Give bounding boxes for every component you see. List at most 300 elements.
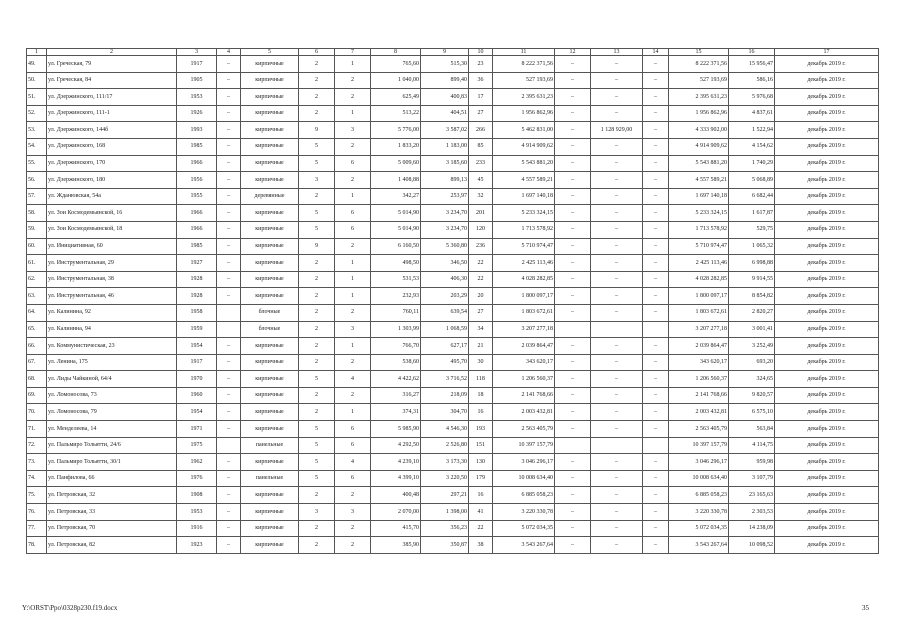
cell-address: ул. Калинина, 92	[47, 304, 177, 321]
cell-deadline: декабрь 2019 г.	[775, 404, 879, 421]
cell-floors: 5	[299, 221, 335, 238]
cell-cost-per-unit: 1 617,87	[729, 205, 775, 222]
table-row	[27, 304, 879, 321]
cell-row-number: 55.	[27, 155, 47, 172]
cell-build-year: 1917	[177, 56, 217, 73]
cell-entrances: 1	[335, 255, 371, 272]
cell-address: ул. Пальмиро Тольятти, 24/6	[47, 437, 177, 454]
cell-wall-material: блочные	[241, 321, 299, 338]
cell-cost-per-unit: 5 068,89	[729, 172, 775, 189]
cell-col-4: –	[217, 205, 241, 222]
cell-row-number: 72.	[27, 437, 47, 454]
cell-row-number: 56.	[27, 172, 47, 189]
cell-row-number: 71.	[27, 421, 47, 438]
cell-wall-material: кирпичные	[241, 138, 299, 155]
cell-residents: 236	[469, 238, 493, 255]
cell-cost-col-15: 10 008 634,40	[669, 470, 729, 487]
cell-row-number: 63.	[27, 288, 47, 305]
cell-address: ул. Петровская, 32	[47, 487, 177, 504]
cell-col-14: –	[643, 537, 669, 554]
cell-living-area: 1 183,00	[421, 138, 469, 155]
cell-col-4: –	[217, 271, 241, 288]
cell-col-4: –	[217, 404, 241, 421]
column-number-header: 4	[217, 49, 241, 56]
cell-wall-material: кирпичные	[241, 238, 299, 255]
cell-entrances: 6	[335, 155, 371, 172]
cell-total-area: 1 833,20	[371, 138, 421, 155]
cell-cost-col-15: 1 800 097,17	[669, 288, 729, 305]
cell-living-area: 3 234,70	[421, 205, 469, 222]
cell-cost-col-15: 2 003 432,81	[669, 404, 729, 421]
cell-build-year: 1953	[177, 89, 217, 106]
cell-total-cost: 1 206 560,37	[493, 371, 555, 388]
cell-living-area: 899,13	[421, 172, 469, 189]
cell-living-area: 3 220,50	[421, 470, 469, 487]
cell-address: ул. Ломоносова, 73	[47, 387, 177, 404]
cell-col-12: –	[555, 387, 591, 404]
cell-col-4: –	[217, 371, 241, 388]
cell-col-4	[217, 304, 241, 321]
cell-col-14: –	[643, 387, 669, 404]
cell-address: ул. Инструментальная, 29	[47, 255, 177, 272]
cell-col-12: –	[555, 188, 591, 205]
cell-col-13: –	[591, 89, 643, 106]
cell-col-14	[643, 437, 669, 454]
cell-entrances: 2	[335, 520, 371, 537]
table-row	[27, 437, 879, 454]
cell-cost-col-15: 2 141 768,66	[669, 387, 729, 404]
cell-deadline: декабрь 2019 г.	[775, 321, 879, 338]
table-row	[27, 205, 879, 222]
cell-deadline: декабрь 2019 г.	[775, 504, 879, 521]
cell-col-4: –	[217, 89, 241, 106]
table-row	[27, 238, 879, 255]
cell-address: ул. Панфилова, 66	[47, 470, 177, 487]
cell-floors: 5	[299, 470, 335, 487]
cell-cost-col-15: 527 193,69	[669, 72, 729, 89]
cell-cost-col-15: 3 543 267,64	[669, 537, 729, 554]
cell-total-area: 513,22	[371, 105, 421, 122]
cell-cost-col-15: 1 803 672,61	[669, 304, 729, 321]
cell-col-12: –	[555, 172, 591, 189]
cell-col-13: –	[591, 371, 643, 388]
cell-total-cost: 3 543 267,64	[493, 537, 555, 554]
cell-residents: 201	[469, 205, 493, 222]
cell-cost-per-unit: 4 837,61	[729, 105, 775, 122]
cell-residents: 266	[469, 122, 493, 139]
cell-total-area: 538,60	[371, 354, 421, 371]
cell-col-4: –	[217, 122, 241, 139]
cell-floors: 2	[299, 520, 335, 537]
cell-entrances: 6	[335, 470, 371, 487]
cell-wall-material: кирпичные	[241, 271, 299, 288]
table-row	[27, 271, 879, 288]
cell-floors: 2	[299, 404, 335, 421]
cell-residents: 85	[469, 138, 493, 155]
cell-col-13: –	[591, 56, 643, 73]
cell-col-14: –	[643, 354, 669, 371]
cell-address: ул. Ленина, 175	[47, 354, 177, 371]
cell-entrances: 2	[335, 387, 371, 404]
cell-cost-per-unit: 529,75	[729, 221, 775, 238]
cell-total-cost: 3 220 330,78	[493, 504, 555, 521]
cell-total-area: 5 009,60	[371, 155, 421, 172]
cell-total-area: 5 014,90	[371, 205, 421, 222]
cell-col-4: –	[217, 470, 241, 487]
table-row	[27, 470, 879, 487]
cell-deadline: декабрь 2019 г.	[775, 122, 879, 139]
cell-entrances: 3	[335, 504, 371, 521]
cell-total-area: 1 040,00	[371, 72, 421, 89]
cell-col-14: –	[643, 72, 669, 89]
cell-residents: 130	[469, 454, 493, 471]
cell-col-12: –	[555, 205, 591, 222]
cell-deadline: декабрь 2019 г.	[775, 89, 879, 106]
cell-cost-per-unit: 23 165,63	[729, 487, 775, 504]
cell-col-4: –	[217, 537, 241, 554]
cell-deadline: декабрь 2019 г.	[775, 221, 879, 238]
table-row	[27, 105, 879, 122]
cell-col-4: –	[217, 105, 241, 122]
cell-build-year: 1954	[177, 338, 217, 355]
cell-col-12: –	[555, 155, 591, 172]
cell-col-12: –	[555, 504, 591, 521]
cell-total-cost: 2 563 405,79	[493, 421, 555, 438]
cell-floors: 2	[299, 304, 335, 321]
cell-living-area: 350,87	[421, 537, 469, 554]
cell-cost-col-15: 1 956 862,96	[669, 105, 729, 122]
cell-col-14: –	[643, 122, 669, 139]
cell-residents: 16	[469, 487, 493, 504]
cell-entrances: 1	[335, 288, 371, 305]
cell-col-12: –	[555, 404, 591, 421]
cell-col-13: –	[591, 537, 643, 554]
cell-residents: 32	[469, 188, 493, 205]
cell-deadline: декабрь 2019 г.	[775, 354, 879, 371]
cell-residents: 16	[469, 404, 493, 421]
cell-total-area: 374,31	[371, 404, 421, 421]
cell-total-area: 4 399,10	[371, 470, 421, 487]
cell-living-area: 3 185,60	[421, 155, 469, 172]
cell-entrances: 2	[335, 238, 371, 255]
cell-cost-col-15: 5 072 034,35	[669, 520, 729, 537]
cell-wall-material: кирпичные	[241, 520, 299, 537]
cell-col-13: –	[591, 205, 643, 222]
table-row	[27, 504, 879, 521]
cell-total-cost: 2 039 864,47	[493, 338, 555, 355]
cell-floors: 5	[299, 454, 335, 471]
cell-entrances: 2	[335, 138, 371, 155]
cell-row-number: 67.	[27, 354, 47, 371]
cell-build-year: 1958	[177, 304, 217, 321]
table-row	[27, 138, 879, 155]
cell-col-13: –	[591, 72, 643, 89]
cell-col-14: –	[643, 155, 669, 172]
cell-deadline: декабрь 2019 г.	[775, 188, 879, 205]
cell-build-year: 1966	[177, 221, 217, 238]
cell-entrances: 1	[335, 271, 371, 288]
cell-address: ул. Ломоносова, 79	[47, 404, 177, 421]
cell-entrances: 6	[335, 205, 371, 222]
cell-build-year: 1955	[177, 188, 217, 205]
cell-entrances: 4	[335, 454, 371, 471]
cell-residents: 41	[469, 504, 493, 521]
table-row	[27, 421, 879, 438]
cell-row-number: 65.	[27, 321, 47, 338]
cell-floors: 5	[299, 437, 335, 454]
cell-cost-per-unit: 324,65	[729, 371, 775, 388]
cell-total-area: 6 160,50	[371, 238, 421, 255]
cell-living-area: 297,21	[421, 487, 469, 504]
cell-total-cost: 5 462 831,00	[493, 122, 555, 139]
cell-entrances: 1	[335, 338, 371, 355]
cell-floors: 2	[299, 338, 335, 355]
column-number-header: 17	[775, 49, 879, 56]
cell-total-area: 531,53	[371, 271, 421, 288]
cell-build-year: 1927	[177, 255, 217, 272]
cell-cost-col-15: 2 425 113,46	[669, 255, 729, 272]
table-row	[27, 487, 879, 504]
cell-entrances: 1	[335, 105, 371, 122]
cell-build-year: 1954	[177, 404, 217, 421]
column-number-header: 9	[421, 49, 469, 56]
cell-col-13: –	[591, 454, 643, 471]
cell-cost-per-unit: 2 303,53	[729, 504, 775, 521]
cell-wall-material: кирпичные	[241, 338, 299, 355]
cell-residents: 22	[469, 520, 493, 537]
cell-col-13: –	[591, 504, 643, 521]
cell-build-year: 1928	[177, 288, 217, 305]
cell-row-number: 73.	[27, 454, 47, 471]
cell-living-area: 2 526,80	[421, 437, 469, 454]
column-number-header: 15	[669, 49, 729, 56]
cell-col-4: –	[217, 172, 241, 189]
cell-col-14: –	[643, 504, 669, 521]
cell-wall-material: панельные	[241, 470, 299, 487]
cell-deadline: декабрь 2019 г.	[775, 371, 879, 388]
cell-row-number: 68.	[27, 371, 47, 388]
cell-residents: 36	[469, 72, 493, 89]
cell-living-area: 899,40	[421, 72, 469, 89]
cell-living-area: 3 587,02	[421, 122, 469, 139]
cell-col-14: –	[643, 288, 669, 305]
cell-wall-material: кирпичные	[241, 105, 299, 122]
cell-col-14: –	[643, 371, 669, 388]
cell-deadline: декабрь 2019 г.	[775, 138, 879, 155]
cell-total-area: 765,60	[371, 56, 421, 73]
cell-total-cost: 2 003 432,81	[493, 404, 555, 421]
cell-total-area: 4 292,50	[371, 437, 421, 454]
table-row	[27, 89, 879, 106]
cell-cost-col-15: 5 543 881,20	[669, 155, 729, 172]
column-number-header: 16	[729, 49, 775, 56]
cell-build-year: 1976	[177, 470, 217, 487]
cell-col-4: –	[217, 56, 241, 73]
cell-wall-material: кирпичные	[241, 72, 299, 89]
cell-cost-col-15: 4 914 909,62	[669, 138, 729, 155]
cell-total-area: 400,48	[371, 487, 421, 504]
cell-total-area: 4 239,10	[371, 454, 421, 471]
cell-entrances: 6	[335, 221, 371, 238]
cell-col-12: –	[555, 338, 591, 355]
cell-residents: 20	[469, 288, 493, 305]
cell-col-4	[217, 437, 241, 454]
cell-build-year: 1923	[177, 537, 217, 554]
cell-deadline: декабрь 2019 г.	[775, 487, 879, 504]
cell-col-4: –	[217, 504, 241, 521]
cell-cost-col-15: 3 207 277,18	[669, 321, 729, 338]
cell-col-14: –	[643, 421, 669, 438]
cell-living-area: 4 546,30	[421, 421, 469, 438]
cell-wall-material: кирпичные	[241, 537, 299, 554]
cell-deadline: декабрь 2019 г.	[775, 421, 879, 438]
cell-col-13	[591, 321, 643, 338]
cell-living-area: 3 234,70	[421, 221, 469, 238]
cell-entrances: 2	[335, 354, 371, 371]
cell-col-13	[591, 437, 643, 454]
cell-col-13: –	[591, 155, 643, 172]
cell-total-cost: 5 543 881,20	[493, 155, 555, 172]
cell-row-number: 61.	[27, 255, 47, 272]
cell-col-13: –	[591, 221, 643, 238]
cell-cost-per-unit: 693,20	[729, 354, 775, 371]
cell-cost-col-15: 2 563 405,79	[669, 421, 729, 438]
cell-col-12: –	[555, 537, 591, 554]
column-number-header: 11	[493, 49, 555, 56]
cell-col-13: –	[591, 387, 643, 404]
table-row	[27, 520, 879, 537]
cell-cost-per-unit: 1 522,94	[729, 122, 775, 139]
cell-deadline: декабрь 2019 г.	[775, 72, 879, 89]
table-body	[27, 49, 879, 554]
cell-col-4: –	[217, 487, 241, 504]
table-row	[27, 338, 879, 355]
cell-wall-material: кирпичные	[241, 487, 299, 504]
cell-deadline: декабрь 2019 г.	[775, 387, 879, 404]
cell-row-number: 58.	[27, 205, 47, 222]
cell-total-cost: 4 028 282,85	[493, 271, 555, 288]
cell-col-14: –	[643, 138, 669, 155]
cell-col-12: –	[555, 354, 591, 371]
cell-col-14: –	[643, 238, 669, 255]
cell-total-area: 4 422,62	[371, 371, 421, 388]
cell-floors: 5	[299, 421, 335, 438]
table-row	[27, 454, 879, 471]
cell-total-area: 2 070,00	[371, 504, 421, 521]
cell-address: ул. Пальмиро Тольятти, 30/1	[47, 454, 177, 471]
column-number-header: 10	[469, 49, 493, 56]
cell-build-year: 1959	[177, 321, 217, 338]
cell-col-12	[555, 321, 591, 338]
cell-total-cost: 10 397 157,79	[493, 437, 555, 454]
register-table-container	[26, 48, 878, 554]
cell-col-4: –	[217, 288, 241, 305]
cell-floors: 9	[299, 238, 335, 255]
cell-col-12: –	[555, 56, 591, 73]
cell-row-number: 57.	[27, 188, 47, 205]
cell-wall-material: кирпичные	[241, 387, 299, 404]
cell-total-area: 5 014,90	[371, 221, 421, 238]
cell-total-cost: 8 222 371,56	[493, 56, 555, 73]
cell-cost-per-unit: 10 098,52	[729, 537, 775, 554]
cell-floors: 2	[299, 56, 335, 73]
cell-col-13: –	[591, 172, 643, 189]
cell-cost-per-unit: 563,84	[729, 421, 775, 438]
cell-col-12: –	[555, 454, 591, 471]
cell-row-number: 62.	[27, 271, 47, 288]
cell-col-12: –	[555, 89, 591, 106]
cell-living-area: 406,30	[421, 271, 469, 288]
page-number: 35	[862, 604, 869, 612]
cell-build-year: 1960	[177, 387, 217, 404]
cell-total-cost: 6 885 058,23	[493, 487, 555, 504]
cell-cost-col-15: 4 028 282,85	[669, 271, 729, 288]
cell-col-13: 1 128 929,00	[591, 122, 643, 139]
cell-total-cost: 2 141 768,66	[493, 387, 555, 404]
cell-cost-col-15: 3 046 296,17	[669, 454, 729, 471]
cell-col-13: –	[591, 288, 643, 305]
cell-col-14: –	[643, 172, 669, 189]
cell-build-year: 1953	[177, 504, 217, 521]
cell-col-14: –	[643, 271, 669, 288]
cell-cost-per-unit: 6 998,88	[729, 255, 775, 272]
cell-cost-per-unit: 14 238,09	[729, 520, 775, 537]
cell-deadline: декабрь 2019 г.	[775, 255, 879, 272]
cell-wall-material: кирпичные	[241, 221, 299, 238]
cell-cost-col-15: 3 220 330,78	[669, 504, 729, 521]
cell-deadline: декабрь 2019 г.	[775, 304, 879, 321]
cell-cost-per-unit: 586,16	[729, 72, 775, 89]
cell-build-year: 1926	[177, 105, 217, 122]
cell-cost-per-unit: 959,98	[729, 454, 775, 471]
cell-total-cost: 1 697 140,18	[493, 188, 555, 205]
cell-col-12: –	[555, 421, 591, 438]
cell-total-cost: 343 620,17	[493, 354, 555, 371]
cell-living-area: 400,83	[421, 89, 469, 106]
cell-living-area: 3 173,30	[421, 454, 469, 471]
cell-build-year: 1985	[177, 138, 217, 155]
cell-col-12: –	[555, 520, 591, 537]
cell-col-14: –	[643, 255, 669, 272]
cell-cost-per-unit: 1 740,29	[729, 155, 775, 172]
cell-total-area: 232,93	[371, 288, 421, 305]
cell-col-4: –	[217, 255, 241, 272]
table-row	[27, 387, 879, 404]
cell-total-area: 385,90	[371, 537, 421, 554]
cell-col-14: –	[643, 338, 669, 355]
cell-total-area: 1 408,88	[371, 172, 421, 189]
cell-cost-col-15: 1 206 560,37	[669, 371, 729, 388]
cell-total-cost: 2 425 113,46	[493, 255, 555, 272]
cell-row-number: 70.	[27, 404, 47, 421]
cell-floors: 9	[299, 122, 335, 139]
cell-deadline: декабрь 2019 г.	[775, 205, 879, 222]
cell-col-13: –	[591, 105, 643, 122]
cell-deadline: декабрь 2019 г.	[775, 470, 879, 487]
cell-address: ул. Коммунистическая, 23	[47, 338, 177, 355]
cell-cost-col-15: 2 395 631,23	[669, 89, 729, 106]
cell-floors: 2	[299, 89, 335, 106]
cell-floors: 5	[299, 205, 335, 222]
cell-address: ул. Дзержинского, 111-1	[47, 105, 177, 122]
cell-residents: 22	[469, 255, 493, 272]
cell-wall-material: кирпичные	[241, 122, 299, 139]
cell-living-area: 3 716,52	[421, 371, 469, 388]
cell-build-year: 1966	[177, 205, 217, 222]
cell-entrances: 2	[335, 304, 371, 321]
cell-build-year: 1985	[177, 238, 217, 255]
cell-col-12: –	[555, 138, 591, 155]
